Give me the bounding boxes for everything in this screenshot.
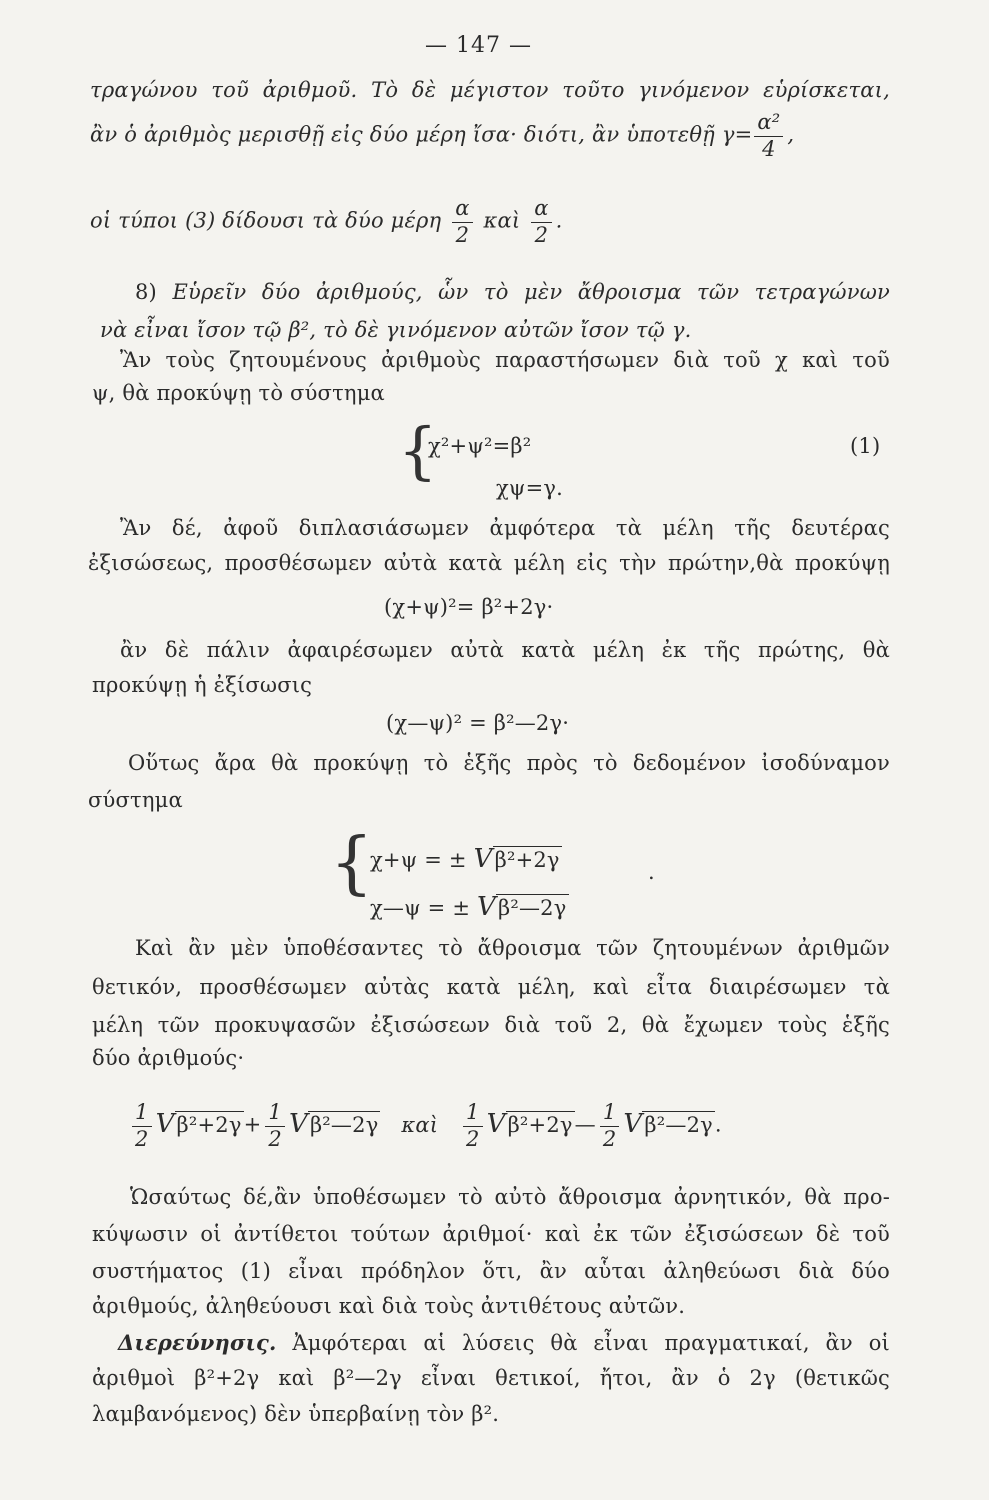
- fraction-a-over-2-first: [452, 198, 472, 246]
- para2-eq: (χ+ψ)²= β²+2γ·: [384, 595, 554, 619]
- system1-number: (1): [850, 434, 881, 458]
- intro-line-1: τραγώνου τοῦ ἀριθμοῦ. Τὸ δὲ μέγιστον τοῦτο γινόμενον εὑρίσκεται,: [90, 78, 890, 102]
- para2-line-1: Ἂν δέ, ἀφοῦ διπλασιάσωμεν ἀμφότερα τὰ μέλη τῆς δευτέρας: [120, 516, 890, 540]
- intro-line-3: [90, 198, 562, 246]
- fraction-denominator: 2: [455, 223, 470, 247]
- fraction-denominator: 2: [135, 1127, 149, 1151]
- problem-line-1: [135, 282, 890, 303]
- intro-line-3-text: οἱ τύποι (3) δίδουσι τὰ δύο μέρη: [90, 208, 442, 233]
- fraction-numerator: 1: [132, 1102, 152, 1127]
- intro-line-3-end: .: [555, 208, 563, 233]
- result-and: καὶ: [401, 1112, 439, 1137]
- fraction-a2-over-4: [754, 112, 783, 160]
- fraction-denominator: 2: [534, 223, 549, 247]
- sqrt-b2-plus-2g: Vβ²+2γ: [473, 844, 560, 874]
- result-end: .: [714, 1112, 722, 1137]
- fraction-numerator: α: [531, 198, 551, 223]
- para4-line-3: μέλη τῶν προκυψασῶν ἐξισώσεων διὰ τοῦ 2, θὰ ἔχωμεν τοὺς ἑξῆς: [92, 1013, 890, 1037]
- intro-line-2-end: ,: [787, 122, 795, 147]
- sqrt-term-4: Vβ²—2γ: [623, 1108, 713, 1139]
- fraction-numerator: 1: [265, 1102, 285, 1127]
- system2-eq1: [370, 846, 562, 872]
- para4-line-2: θετικόν, προσθέσωμεν αὐτὰς κατὰ μέλη, καὶ εἶτα διαιρέσωμεν τὰ: [92, 975, 890, 999]
- discussion-line-1-text: Ἀμφότεραι αἱ λύσεις θὰ εἶναι πραγματικαί, ἂν οἱ: [292, 1331, 890, 1355]
- fraction-a-over-2-second: [531, 198, 551, 246]
- fraction-numerator: α²: [754, 112, 783, 137]
- problem-line-1-text: Εὑρεῖν δύο ἀριθμούς, ὧν τὸ μὲν ἄθροισμα τῶν τετραγώνων: [172, 280, 890, 304]
- fraction-numerator: 1: [600, 1102, 620, 1127]
- fraction-denominator: 2: [268, 1127, 282, 1151]
- fraction-denominator: 2: [466, 1127, 480, 1151]
- radicand: β²+2γ: [507, 1112, 573, 1137]
- para2-line-3: ἂν δὲ πάλιν ἀφαιρέσωμεν αὐτὰ κατὰ μέλη ἐκ τῆς πρώτης, θὰ: [120, 638, 890, 662]
- system1-eq1: χ²+ψ²=β²: [428, 434, 532, 458]
- system2-eq2-lhs: χ—ψ = ±: [370, 896, 471, 920]
- fraction-one-half: [600, 1102, 620, 1150]
- intro-line-3-and: καὶ: [483, 208, 521, 233]
- plus-sign: +: [243, 1112, 262, 1137]
- problem-label: 8): [135, 280, 157, 304]
- intro-line-2-text: ἂν ὁ ἀριθμὸς μερισθῇ εἰς δύο μέρη ἴσα· διότι, ἂν ὑποτεθῇ γ=: [90, 122, 753, 147]
- system2-eq1-lhs: χ+ψ = ±: [370, 848, 467, 872]
- radicand: β²—2γ: [309, 1112, 379, 1137]
- para5-line-3: συστήματος (1) εἶναι πρόδηλον ὅτι, ἂν αὗται ἀληθεύωσι διὰ δύο: [92, 1259, 890, 1283]
- para5-line-1: Ὡσαύτως δέ,ἂν ὑποθέσωμεν τὸ αὐτὸ ἄθροισμα ἀρνητικόν, θὰ προ-: [130, 1185, 890, 1209]
- intro-line-2: [90, 112, 794, 160]
- para5-line-2: κύψωσιν οἱ ἀντίθετοι τούτων ἀριθμοί· καὶ ἐκ τῶν ἐξισώσεων δὲ τοῦ: [92, 1222, 890, 1246]
- fraction-one-half: [463, 1102, 483, 1150]
- radicand: β²+2γ: [176, 1112, 242, 1137]
- fraction-one-half: [132, 1102, 152, 1150]
- para2-line-2: ἐξισώσεως, προσθέσωμεν αὐτὰ κατὰ μέλη εἰς τὴν πρώτην,θὰ προκύψῃ: [88, 551, 890, 575]
- radicand: β²+2γ: [494, 848, 560, 872]
- para5-line-4: ἀριθμούς, ἀληθεύουσι καὶ διὰ τοὺς ἀντιθέτους αὐτῶν.: [92, 1294, 686, 1318]
- para4-line-4: δύο ἀριθμούς·: [92, 1046, 245, 1070]
- para4-line-1: Καὶ ἂν μὲν ὑποθέσαντες τὸ ἄθροισμα τῶν ζητουμένων ἀριθμῶν: [135, 936, 890, 960]
- fraction-numerator: α: [452, 198, 472, 223]
- page-number: — 147 —: [425, 33, 532, 58]
- sqrt-b2-minus-2g: Vβ²—2γ: [477, 892, 567, 922]
- problem-line-2: νὰ εἶναι ἴσον τῷ β², τὸ δὲ γινόμενον αὐτῶν ἴσον τῷ γ.: [100, 318, 692, 342]
- fraction-denominator: 2: [602, 1127, 617, 1151]
- system1-brace: {: [398, 414, 438, 487]
- system2-end: .: [648, 860, 655, 884]
- minus-sign: —: [574, 1112, 596, 1137]
- system1-eq2: χψ=γ.: [496, 476, 564, 500]
- discussion-heading: Διερεύνησις.: [118, 1330, 277, 1355]
- radicand: β²—2γ: [644, 1112, 713, 1137]
- radicand: β²—2γ: [498, 896, 567, 920]
- para2-line-4: προκύψῃ ἡ ἐξίσωσις: [92, 673, 313, 697]
- fraction-numerator: 1: [463, 1102, 483, 1127]
- system2-brace: {: [330, 824, 374, 903]
- para2-eq2: (χ—ψ)² = β²—2γ·: [386, 711, 570, 735]
- sqrt-term-1: Vβ²+2γ: [155, 1108, 242, 1139]
- para3-line-2: σύστημα: [88, 788, 183, 812]
- discussion-line-2: ἀριθμοὶ β²+2γ καὶ β²—2γ εἶναι θετικοί, ἤτοι, ἂν ὁ 2γ (θετικῶς: [92, 1366, 890, 1390]
- sqrt-term-3: Vβ²+2γ: [486, 1108, 573, 1139]
- fraction-one-half: [265, 1102, 285, 1150]
- para1-line-2: ψ, θὰ προκύψῃ τὸ σύστημα: [92, 381, 385, 405]
- fraction-denominator: 4: [762, 137, 776, 161]
- system2-eq2: [370, 894, 569, 920]
- discussion-line-3: λαμβανόμενος) δὲν ὑπερβαίνῃ τὸν β².: [92, 1402, 500, 1426]
- discussion-line-1: [118, 1332, 890, 1354]
- result-formula: [128, 1102, 722, 1150]
- para1-line-1: Ἂν τοὺς ζητουμένους ἀριθμοὺς παραστήσωμεν διὰ τοῦ χ καὶ τοῦ: [120, 348, 890, 372]
- para3-line-1: Οὕτως ἄρα θὰ προκύψῃ τὸ ἑξῆς πρὸς τὸ δεδομένον ἰσοδύναμον: [128, 751, 890, 775]
- sqrt-term-2: Vβ²—2γ: [288, 1108, 379, 1139]
